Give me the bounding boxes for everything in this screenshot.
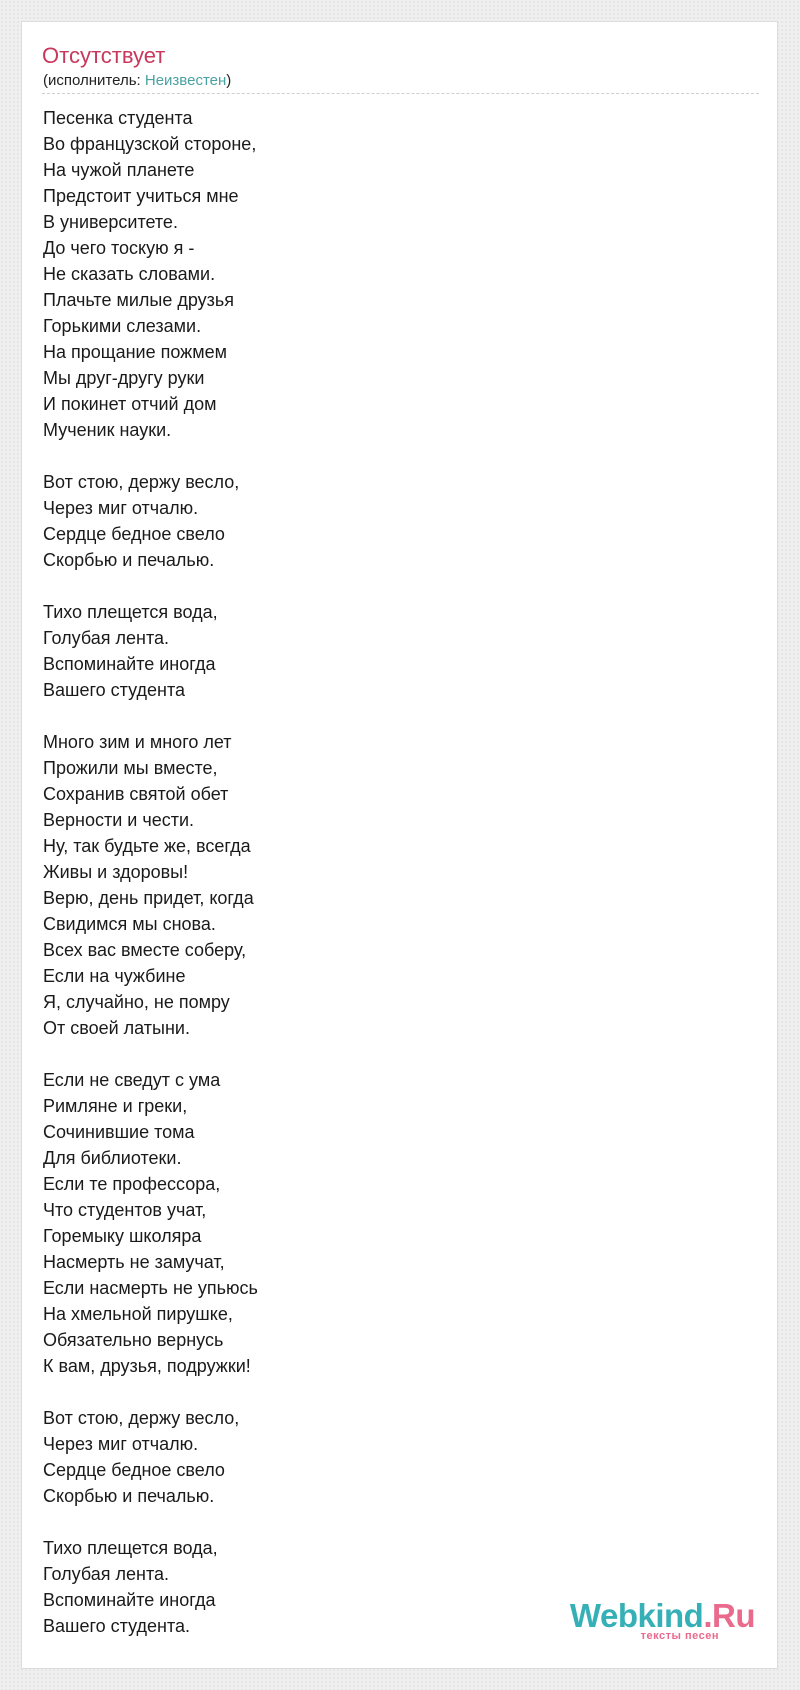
lyric-line: Сердце бедное свело	[43, 1460, 225, 1480]
lyric-line: Свидимся мы снова.	[43, 914, 216, 934]
lyric-line: Что студентов учат,	[43, 1200, 207, 1220]
lyric-line: Если насмерть не упьюсь	[43, 1278, 258, 1298]
artist-prefix: (исполнитель:	[43, 72, 145, 89]
artist-line	[43, 72, 231, 90]
lyric-line: Я, случайно, не помру	[43, 992, 230, 1012]
lyric-line: Вашего студента.	[43, 1616, 191, 1636]
lyric-line: Скорбью и печалью.	[43, 550, 215, 570]
lyric-line: Если те профессора,	[43, 1174, 221, 1194]
logo-tagline: тексты песен	[640, 1630, 719, 1642]
lyric-line: Прожили мы вместе,	[43, 758, 218, 778]
lyric-line: Насмерть не замучат,	[43, 1252, 225, 1272]
lyrics-body	[43, 105, 743, 1665]
lyric-line: От своей латыни.	[43, 1018, 190, 1038]
lyric-line: Верю, день придет, когда	[43, 888, 254, 908]
lyric-line: На хмельной пирушке,	[43, 1304, 233, 1324]
lyrics-stanza	[43, 469, 743, 573]
lyric-line: Вашего студента	[43, 680, 186, 700]
lyric-line: Предстоит учиться мне	[43, 186, 239, 206]
lyrics-stanza	[43, 599, 743, 703]
lyric-line: Вспоминайте иногда	[43, 1590, 216, 1610]
song-title: Отсутствует	[42, 43, 166, 68]
lyric-line: Плачьте милые друзья	[43, 290, 235, 310]
lyric-line: Мученик науки.	[43, 420, 172, 440]
lyric-line: Сочинившие тома	[43, 1122, 195, 1142]
artist-suffix: )	[226, 72, 232, 89]
logo-tld: .Ru	[703, 1597, 755, 1634]
lyric-line: Если не сведут с ума	[43, 1070, 221, 1090]
lyric-line: Тихо плещется вода,	[43, 1538, 218, 1558]
lyric-line: На чужой планете	[43, 160, 195, 180]
logo-name: Webkind	[569, 1597, 704, 1634]
lyrics-stanza	[43, 729, 743, 1041]
lyric-line: Обязательно вернусь	[43, 1330, 224, 1350]
lyric-line: Песенка студента	[43, 108, 193, 128]
lyric-line: Во французской стороне,	[43, 134, 257, 154]
lyric-line: Сердце бедное свело	[43, 524, 225, 544]
lyric-line: Голубая лента.	[43, 1564, 170, 1584]
lyric-line: Скорбью и печалью.	[43, 1486, 215, 1506]
lyrics-stanza	[43, 105, 743, 443]
lyric-line: В университете.	[43, 212, 178, 232]
lyric-line: Сохранив святой обет	[43, 784, 229, 804]
lyric-line: Мы друг-другу руки	[43, 368, 205, 388]
lyric-line: Тихо плещется вода,	[43, 602, 218, 622]
lyric-line: И покинет отчий дом	[43, 394, 217, 414]
lyrics-stanza	[43, 1067, 743, 1379]
lyric-line: До чего тоскую я -	[43, 238, 195, 258]
lyric-line: Ну, так будьте же, всегда	[43, 836, 251, 856]
lyrics-stanza	[43, 1405, 743, 1509]
lyric-line: Горемыку школяра	[43, 1226, 202, 1246]
lyric-line: Много зим и много лет	[43, 732, 232, 752]
lyric-line: Всех вас вместе соберу,	[43, 940, 247, 960]
lyric-line: Римляне и греки,	[43, 1096, 188, 1116]
lyric-line: Через миг отчалю.	[43, 1434, 199, 1454]
lyric-line: Живы и здоровы!	[43, 862, 189, 882]
lyric-line: Для библиотеки.	[43, 1148, 182, 1168]
lyric-line: Голубая лента.	[43, 628, 170, 648]
lyric-line: Через миг отчалю.	[43, 498, 199, 518]
lyric-line: Вспоминайте иногда	[43, 654, 216, 674]
lyric-line: Не сказать словами.	[43, 264, 216, 284]
lyric-line: Вот стою, держу весло,	[43, 1408, 240, 1428]
lyric-line: К вам, друзья, подружки!	[43, 1356, 251, 1376]
lyric-line: Верности и чести.	[43, 810, 195, 830]
lyric-line: Если на чужбине	[43, 966, 186, 986]
lyric-line: Горькими слезами.	[43, 316, 202, 336]
lyric-line: На прощание пожмем	[43, 342, 227, 362]
site-logo[interactable]	[565, 1598, 755, 1650]
artist-link[interactable]: Неизвестен	[144, 72, 227, 89]
title-divider	[42, 93, 759, 94]
logo-wordmark	[565, 1598, 755, 1634]
lyrics-card	[21, 21, 778, 1669]
lyric-line: Вот стою, держу весло,	[43, 472, 240, 492]
